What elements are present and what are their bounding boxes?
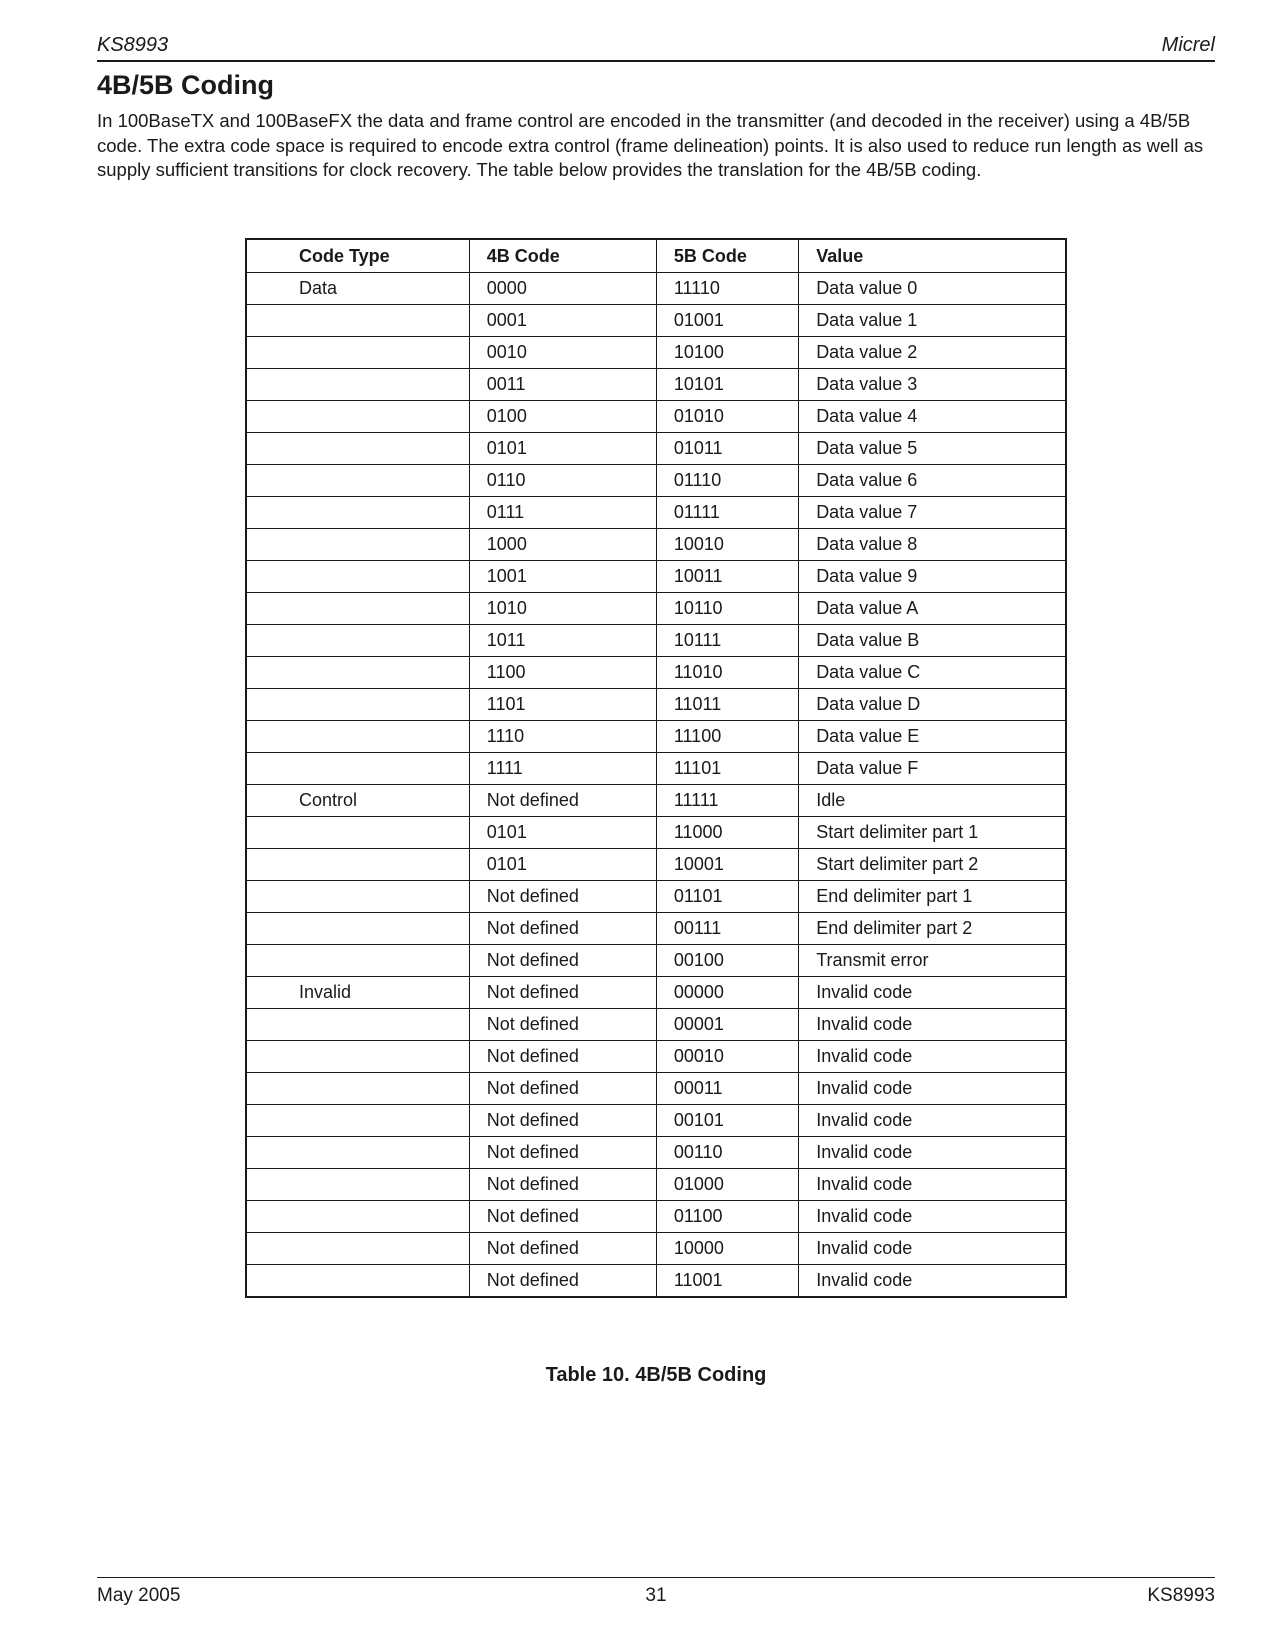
page-footer [97,1577,1215,1608]
table-body [246,273,1066,1298]
value-cell: Data value 9 [799,561,1066,593]
4b-code-cell: 1000 [469,529,656,561]
code-type-cell [246,401,469,433]
code-type-cell [246,1265,469,1298]
value-cell: Start delimiter part 2 [799,849,1066,881]
table-row [246,401,1066,433]
value-cell: Data value 7 [799,497,1066,529]
4b-code-cell: 1111 [469,753,656,785]
code-type-cell [246,465,469,497]
table-row [246,881,1066,913]
table-row [246,1169,1066,1201]
table-row [246,465,1066,497]
5b-code-cell: 10001 [656,849,798,881]
5b-code-cell: 01011 [656,433,798,465]
5b-code-cell: 11001 [656,1265,798,1298]
table-row [246,593,1066,625]
code-type-cell [246,849,469,881]
value-cell: Data value 1 [799,305,1066,337]
4b-code-cell: 0001 [469,305,656,337]
4b-code-cell: 1010 [469,593,656,625]
4b-code-cell: Not defined [469,1233,656,1265]
value-cell: Start delimiter part 1 [799,817,1066,849]
coding-table [245,238,1067,1298]
table-row [246,977,1066,1009]
5b-code-cell: 10011 [656,561,798,593]
column-header-4b-code: 4B Code [469,239,656,273]
table-row [246,625,1066,657]
value-cell: Data value 2 [799,337,1066,369]
table-row [246,945,1066,977]
table-row [246,657,1066,689]
5b-code-cell: 00101 [656,1105,798,1137]
value-cell: Invalid code [799,977,1066,1009]
5b-code-cell: 11101 [656,753,798,785]
footer-part-number: KS8993 [1147,1585,1215,1606]
value-cell: Invalid code [799,1105,1066,1137]
code-type-cell [246,529,469,561]
table-row [246,1265,1066,1298]
value-cell: Invalid code [799,1169,1066,1201]
4b-code-cell: 1110 [469,721,656,753]
5b-code-cell: 01001 [656,305,798,337]
4b-code-cell: Not defined [469,977,656,1009]
5b-code-cell: 00000 [656,977,798,1009]
code-type-cell [246,337,469,369]
4b-code-cell: 0101 [469,433,656,465]
5b-code-cell: 01101 [656,881,798,913]
header-company: Micrel [1161,34,1215,56]
4b-code-cell: Not defined [469,1201,656,1233]
4b-code-cell: Not defined [469,881,656,913]
code-type-cell [246,657,469,689]
4b-code-cell: 0111 [469,497,656,529]
value-cell: End delimiter part 1 [799,881,1066,913]
5b-code-cell: 10100 [656,337,798,369]
5b-code-cell: 01110 [656,465,798,497]
4b-code-cell: 0011 [469,369,656,401]
intro-paragraph: In 100BaseTX and 100BaseFX the data and frame control are encoded in the transmitter (and decoded in the receiver) using a 4B/5B code. The extra code space is required to encode extra control (frame delineation) points. It is also used to reduce run length as well as supply sufficient transitions for clock recovery. The table below provides the translation for the 4B/5B coding. [97,110,1204,180]
column-header-5b-code: 5B Code [656,239,798,273]
header-part-number: KS8993 [97,34,169,56]
code-type-cell [246,1009,469,1041]
table-row [246,1233,1066,1265]
value-cell: Idle [799,785,1066,817]
5b-code-cell: 01010 [656,401,798,433]
value-cell: Invalid code [799,1009,1066,1041]
value-cell: Invalid code [799,1233,1066,1265]
value-cell: Data value C [799,657,1066,689]
code-type-cell [246,561,469,593]
code-type-cell [246,817,469,849]
4b-code-cell: 1011 [469,625,656,657]
5b-code-cell: 10110 [656,593,798,625]
footer-date: May 2005 [97,1585,181,1606]
code-type-cell [246,1073,469,1105]
value-cell: Data value D [799,689,1066,721]
value-cell: Invalid code [799,1201,1066,1233]
5b-code-cell: 00100 [656,945,798,977]
4b-code-cell: Not defined [469,1073,656,1105]
table-row [246,433,1066,465]
code-type-cell [246,1169,469,1201]
table-row [246,1041,1066,1073]
5b-code-cell: 00001 [656,1009,798,1041]
code-type-cell [246,881,469,913]
5b-code-cell: 11111 [656,785,798,817]
5b-code-cell: 10010 [656,529,798,561]
5b-code-cell: 01100 [656,1201,798,1233]
code-type-cell [246,689,469,721]
code-type-cell [246,913,469,945]
footer-page-number: 31 [645,1585,667,1606]
code-type-cell [246,305,469,337]
table-row [246,817,1066,849]
code-type-cell [246,945,469,977]
4b-code-cell: Not defined [469,945,656,977]
4b-code-cell: Not defined [469,1265,656,1298]
code-type-cell: Data [246,273,469,305]
table-row [246,497,1066,529]
4b-code-cell: 0101 [469,817,656,849]
4b-code-cell: Not defined [469,913,656,945]
table-header-row [246,239,1066,273]
value-cell: Data value 5 [799,433,1066,465]
code-type-cell [246,1233,469,1265]
code-type-cell [246,625,469,657]
table-row [246,369,1066,401]
table-row [246,913,1066,945]
4b-code-cell: Not defined [469,1105,656,1137]
column-header-value: Value [799,239,1066,273]
code-type-cell [246,593,469,625]
table-row [246,1201,1066,1233]
4b-code-cell: Not defined [469,1169,656,1201]
table-row [246,1105,1066,1137]
5b-code-cell: 10111 [656,625,798,657]
value-cell: Data value 3 [799,369,1066,401]
code-type-cell [246,1105,469,1137]
column-header-code-type: Code Type [246,239,469,273]
5b-code-cell: 00011 [656,1073,798,1105]
5b-code-cell: 01000 [656,1169,798,1201]
4b-code-cell: 0000 [469,273,656,305]
code-type-cell: Control [246,785,469,817]
table-row [246,305,1066,337]
table-row [246,337,1066,369]
4b-code-cell: 1100 [469,657,656,689]
code-type-cell [246,369,469,401]
table-row [246,273,1066,305]
5b-code-cell: 11000 [656,817,798,849]
5b-code-cell: 00110 [656,1137,798,1169]
5b-code-cell: 00010 [656,1041,798,1073]
code-type-cell [246,753,469,785]
page-header [97,32,1215,62]
value-cell: Data value F [799,753,1066,785]
5b-code-cell: 11110 [656,273,798,305]
value-cell: Transmit error [799,945,1066,977]
table-row [246,753,1066,785]
table-row [246,689,1066,721]
5b-code-cell: 11010 [656,657,798,689]
value-cell: Data value A [799,593,1066,625]
value-cell: Invalid code [799,1265,1066,1298]
value-cell: Invalid code [799,1073,1066,1105]
table-row [246,849,1066,881]
table-row [246,721,1066,753]
value-cell: Data value 0 [799,273,1066,305]
section-title: 4B/5B Coding [97,70,275,100]
table-caption: Table 10. 4B/5B Coding [545,1364,767,1386]
value-cell: End delimiter part 2 [799,913,1066,945]
5b-code-cell: 11100 [656,721,798,753]
value-cell: Data value 4 [799,401,1066,433]
4b-code-cell: Not defined [469,1137,656,1169]
4b-code-cell: 0110 [469,465,656,497]
4b-code-cell: 1101 [469,689,656,721]
code-type-cell [246,1137,469,1169]
4b-code-cell: Not defined [469,785,656,817]
table-row [246,785,1066,817]
4b-code-cell: 0100 [469,401,656,433]
code-type-cell: Invalid [246,977,469,1009]
table-row [246,1073,1066,1105]
value-cell: Data value B [799,625,1066,657]
code-type-cell [246,497,469,529]
value-cell: Data value 6 [799,465,1066,497]
4b-code-cell: 1001 [469,561,656,593]
code-type-cell [246,433,469,465]
4b-code-cell: Not defined [469,1041,656,1073]
value-cell: Invalid code [799,1041,1066,1073]
4b-code-cell: 0101 [469,849,656,881]
table-row [246,529,1066,561]
4b-code-cell: 0010 [469,337,656,369]
5b-code-cell: 01111 [656,497,798,529]
table-row [246,561,1066,593]
value-cell: Invalid code [799,1137,1066,1169]
value-cell: Data value E [799,721,1066,753]
code-type-cell [246,1041,469,1073]
5b-code-cell: 10000 [656,1233,798,1265]
5b-code-cell: 00111 [656,913,798,945]
table-row [246,1137,1066,1169]
5b-code-cell: 10101 [656,369,798,401]
code-type-cell [246,1201,469,1233]
value-cell: Data value 8 [799,529,1066,561]
5b-code-cell: 11011 [656,689,798,721]
4b-code-cell: Not defined [469,1009,656,1041]
code-type-cell [246,721,469,753]
table-row [246,1009,1066,1041]
